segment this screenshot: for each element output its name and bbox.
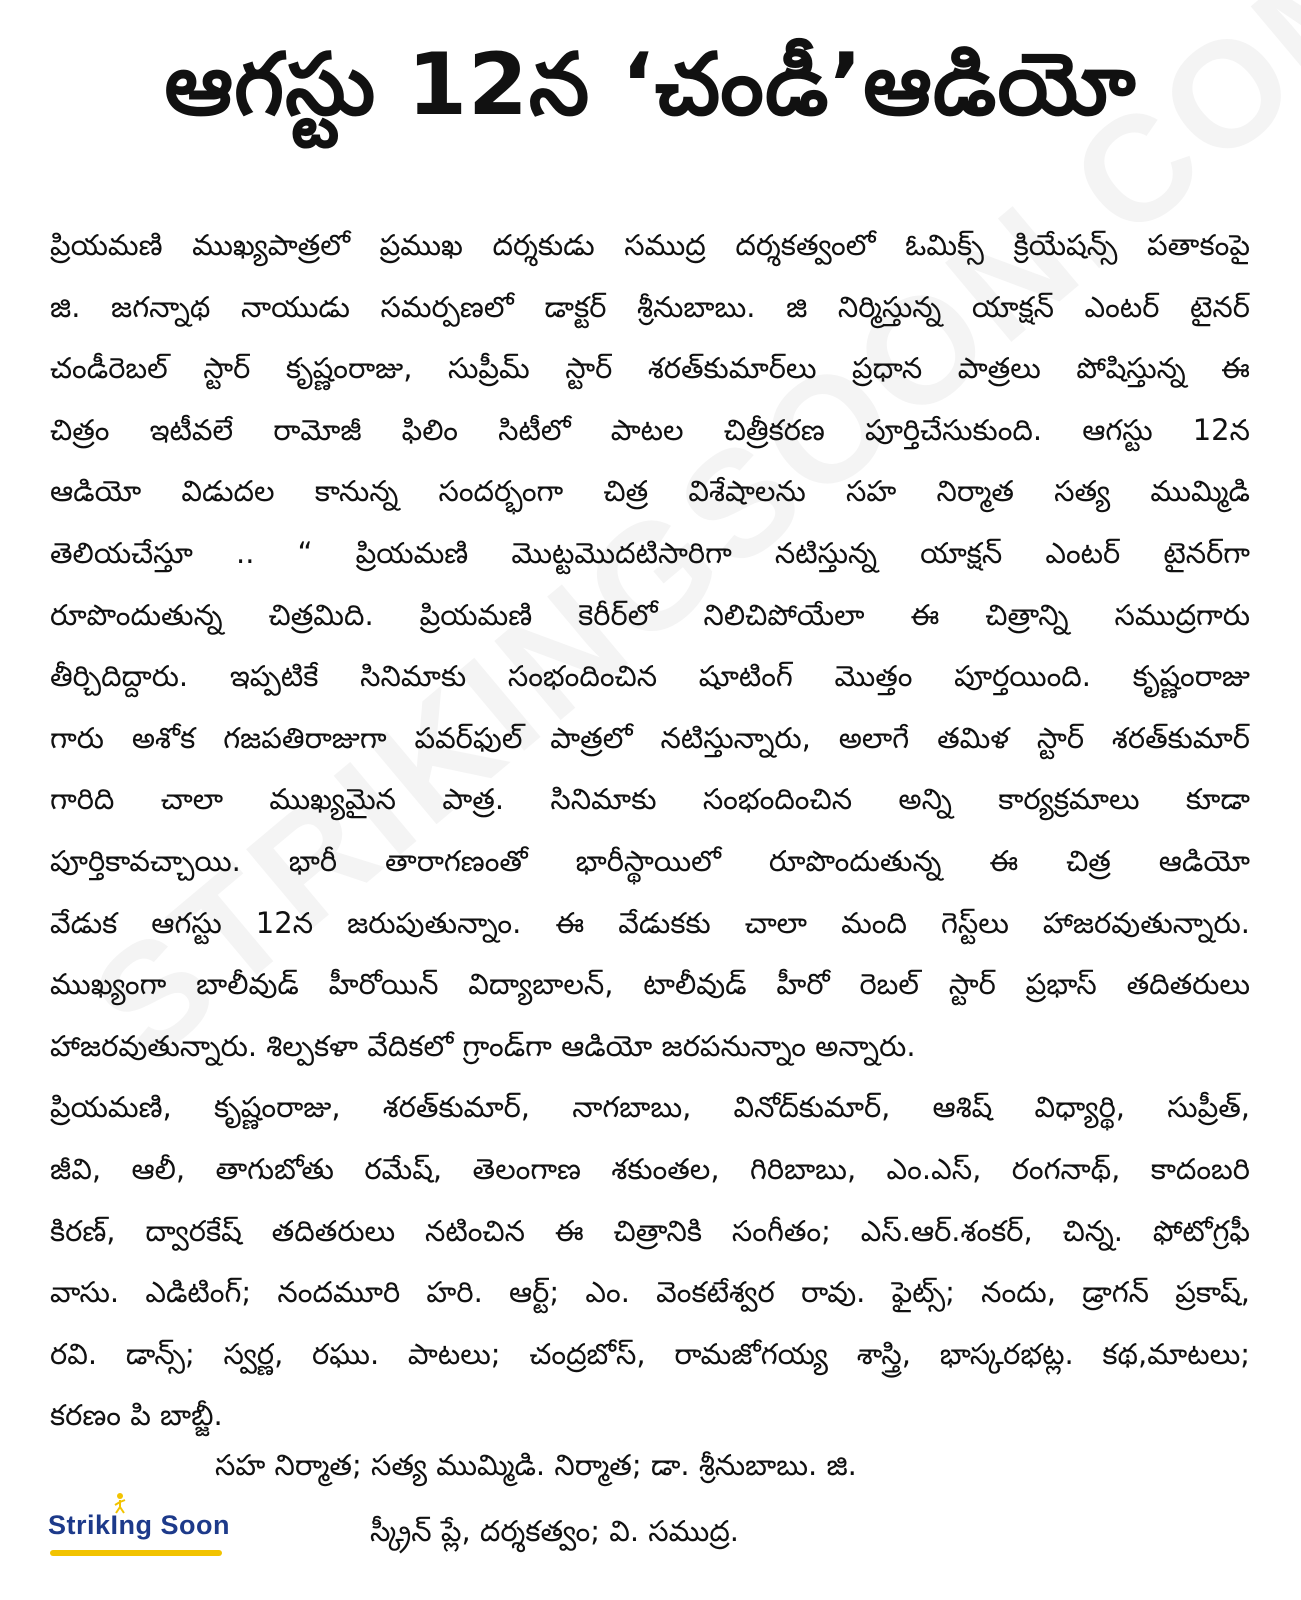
body-line: తీర్చిదిద్దారు. ఇప్పటికే సినిమాకు సంభందించిన షూటింగ్ మొత్తం పూర్తయింది. కృష్ణంరాజు	[50, 659, 1250, 694]
cast-line: జీవి, ఆలీ, తాగుబోతు రమేష్, తెలంగాణ శకుంతల, గిరిబాబు, ఎం.ఎస్, రంగనాథ్, కాదంబరి	[50, 1151, 1250, 1186]
cast-line: ప్రియమణి, కృష్ణంరాజు, శరత్‌కుమార్, నాగబాబు, వినోద్‌కుమార్, ఆశిష్ విధ్యార్థి, సుప్రీత్,	[50, 1090, 1250, 1125]
producer-credit: సహ నిర్మాత; సత్య ముమ్మిడి. నిర్మాత; డా. శ్రీనుబాబు. జి.	[215, 1448, 857, 1482]
article-body	[50, 215, 1250, 1447]
cast-line: రవి. డాన్స్; స్వర్ణ, రఘు. పాటలు; చంద్రబోస్, రామజోగయ్య శాస్త్రి, భాస్కరభట్ల. కథ,మాటలు;	[50, 1336, 1250, 1371]
cast-line: వాసు. ఎడిటింగ్; నందమూరి హరి. ఆర్ట్; ఎం. వెంకటేశ్వర రావు. ఫైట్స్; నందు, డ్రాగన్ ప్రకాష్,	[50, 1275, 1250, 1310]
body-line: జి. జగన్నాథ నాయుడు సమర్పణలో డాక్టర్ శ్రీనుబాబు. జి నిర్మిస్తున్న యాక్షన్ ఎంటర్ టైనర్	[50, 289, 1250, 324]
runner-figure-icon	[112, 1492, 128, 1514]
logo-underline	[50, 1550, 222, 1556]
body-line: గారు అశోక గజపతిరాజుగా పవర్‌ఫుల్ పాత్రలో నటిస్తున్నారు, అలాగే తమిళ స్టార్ శరత్‌కుమార్	[50, 720, 1250, 755]
body-line: ఆడియో విడుదల కానున్న సందర్భంగా చిత్ర విశేషాలను సహ నిర్మాత సత్య ముమ్మిడి	[50, 474, 1250, 509]
body-line: ముఖ్యంగా బాలీవుడ్ హీరోయిన్ విద్యాబాలన్, టాలీవుడ్ హీరో రెబల్ స్టార్ ప్రభాస్ తదితరులు	[50, 967, 1250, 1002]
cast-line: కిరణ్, ద్వారకేష్ తదితరులు నటించిన ఈ చిత్రానికి సంగీతం; ఎస్.ఆర్.శంకర్, చిన్న. ఫోటోగ్రఫీ	[50, 1213, 1250, 1248]
body-line: ప్రియమణి ముఖ్యపాత్రలో ప్రముఖ దర్శకుడు సముద్ర దర్శకత్వంలో ఓమిక్స్ క్రియేషన్స్ పతాకంపై	[50, 228, 1250, 262]
cast-line: కరణం పి బాబ్జీ.	[50, 1398, 223, 1433]
article-title: ఆగస్టు 12న ‘చండీ’ఆడియో	[164, 35, 1137, 135]
body-line: హాజరవుతున్నారు. శిల్పకళా వేదికలో గ్రాండ్‌గా ఆడియో జరపనున్నాం అన్నారు.	[50, 1028, 916, 1063]
striking-soon-logo	[48, 1500, 238, 1560]
logo-text: StrikIng Soon	[48, 1510, 230, 1540]
body-line: రూపొందుతున్న చిత్రమిది. ప్రియమణి కెరీర్‌లో నిలిచిపోయేలా ఈ చిత్రాన్ని సముద్రగారు	[50, 597, 1250, 632]
body-line: పూర్తికావచ్చాయి. భారీ తారాగణంతో భారీస్థాయిలో రూపొందుతున్న ఈ చిత్ర ఆడియో	[50, 843, 1250, 878]
body-line: గారిది చాలా ముఖ్యమైన పాత్ర. సినిమాకు సంభందించిన అన్ని కార్యక్రమాలు కూడా	[50, 782, 1250, 817]
body-line: చిత్రం ఇటీవలే రామోజీ ఫిలిం సిటీలో పాటల చిత్రీకరణ పూర్తిచేసుకుంది. ఆగస్టు 12న	[50, 412, 1250, 447]
director-credit: స్క్రీన్ ప్లే, దర్శకత్వం; వి. సముద్ర.	[370, 1514, 740, 1548]
body-line: చండీరెబల్ స్టార్ కృష్ణంరాజు, సుప్రీమ్ స్టార్ శరత్‌కుమార్‌లు ప్రధాన పాత్రలు పోషిస్తున్న ఈ	[50, 351, 1250, 386]
body-line: వేడుక ఆగస్టు 12న జరుపుతున్నాం. ఈ వేడుకకు చాలా మంది గెస్ట్‌లు హాజరవుతున్నారు.	[50, 905, 1250, 940]
body-line: తెలియచేస్తూ .. “ ప్రియమణి మొట్టమొదటిసారిగా నటిస్తున్న యాక్షన్ ఎంటర్ టైనర్‌గా	[50, 535, 1250, 570]
